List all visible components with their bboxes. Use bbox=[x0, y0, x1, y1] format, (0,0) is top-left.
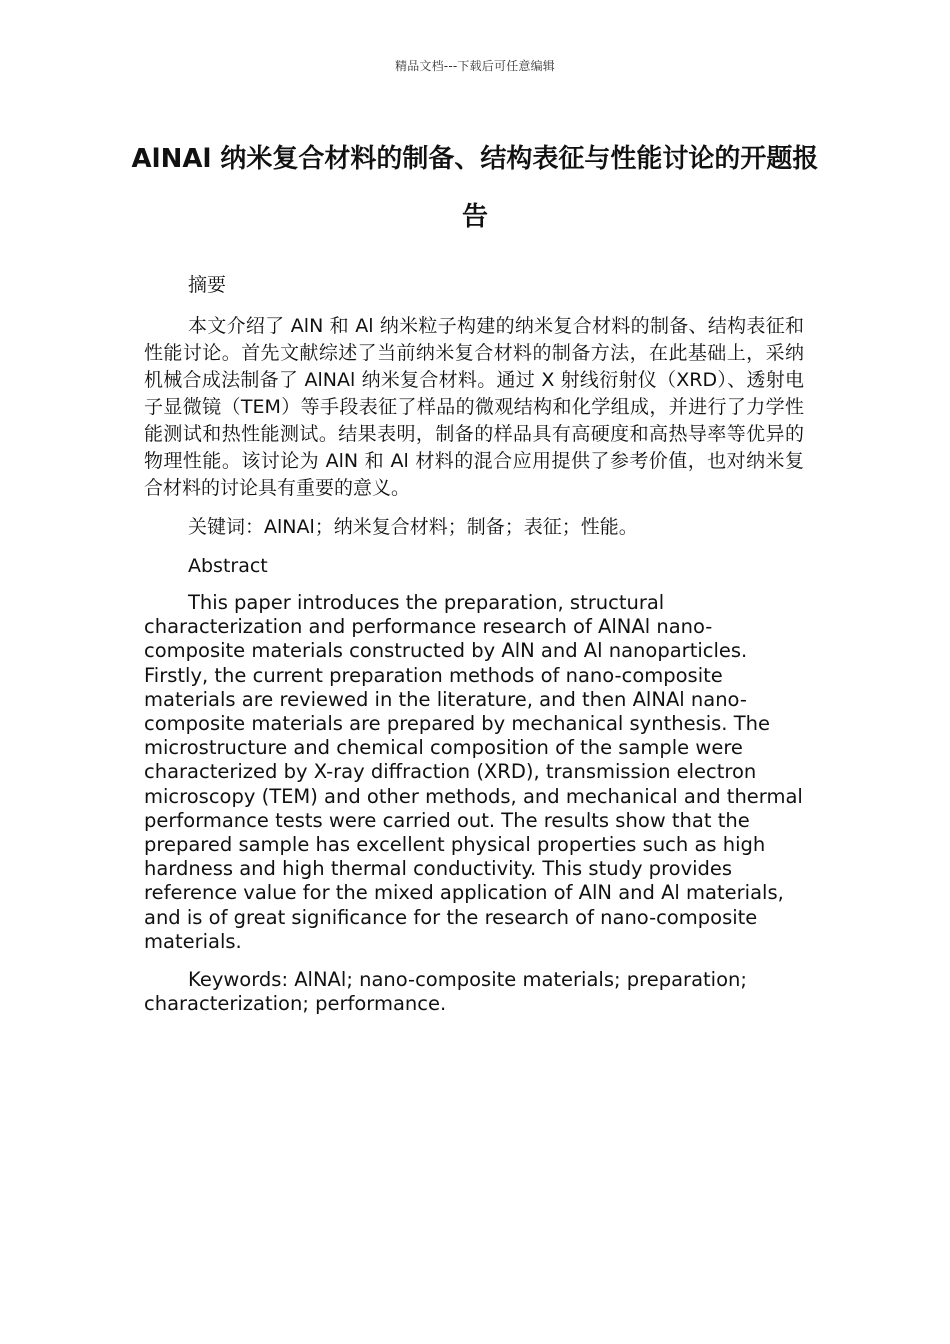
abstract-cn-heading: 摘要 bbox=[188, 274, 227, 296]
keywords-cn: 关键词：AlNAl；纳米复合材料；制备；表征；性能。 bbox=[188, 516, 638, 538]
abstract-en-paragraph: This paper introduces the preparation, structural characterization and performance research of AlNAl nano-composite materials constructed by AlN and Al nanoparticles. Firstly, the current preparation methods of nano-composite materials are reviewed in the literature, and then AlNAl nano-composite materials are prepared by mechanical synthesis. The microstructure and chemical composition of the sample were characterized by X-ray diffraction (XRD), transmission electron microscopy (TEM) and other methods, and mechanical and thermal performance tests were carried out. The results show that the prepared sample has excellent physical properties such as high hardness and high thermal conductivity. This study provides reference value for the mixed application of AlN and Al materials, and is of great significance for the research of nano-composite materials. bbox=[144, 591, 803, 953]
keywords-en: Keywords: AlNAl; nano-composite materials; preparation; characterization; performance. bbox=[144, 968, 747, 1016]
document-body bbox=[144, 272, 804, 1016]
header-note: 精品文档---下载后可任意编辑 bbox=[395, 59, 555, 73]
document-title: AlNAl 纳米复合材料的制备、结构表征与性能讨论的开题报告 bbox=[131, 144, 819, 232]
abstract-en-heading: Abstract bbox=[188, 555, 268, 577]
abstract-cn-paragraph: 本文介绍了 AlN 和 Al 纳米粒子构建的纳米复合材料的制备、结构表征和性能讨论。首先文献综述了当前纳米复合材料的制备方法，在此基础上，采纳机械合成法制备了 AlNAl 纳米复合材料。通过 X 射线衍射仪（XRD）、透射电子显微镜（TEM）等手段表征了样品的微观结构和化学组成，并进行了力学性能测试和热性能测试。结果表明，制备的样品具有高硬度和高热导率等优异的物理性能。该讨论为 AlN 和 Al 材料的混合应用提供了参考价值，也对纳米复合材料的讨论具有重要的意义。 bbox=[144, 315, 804, 499]
